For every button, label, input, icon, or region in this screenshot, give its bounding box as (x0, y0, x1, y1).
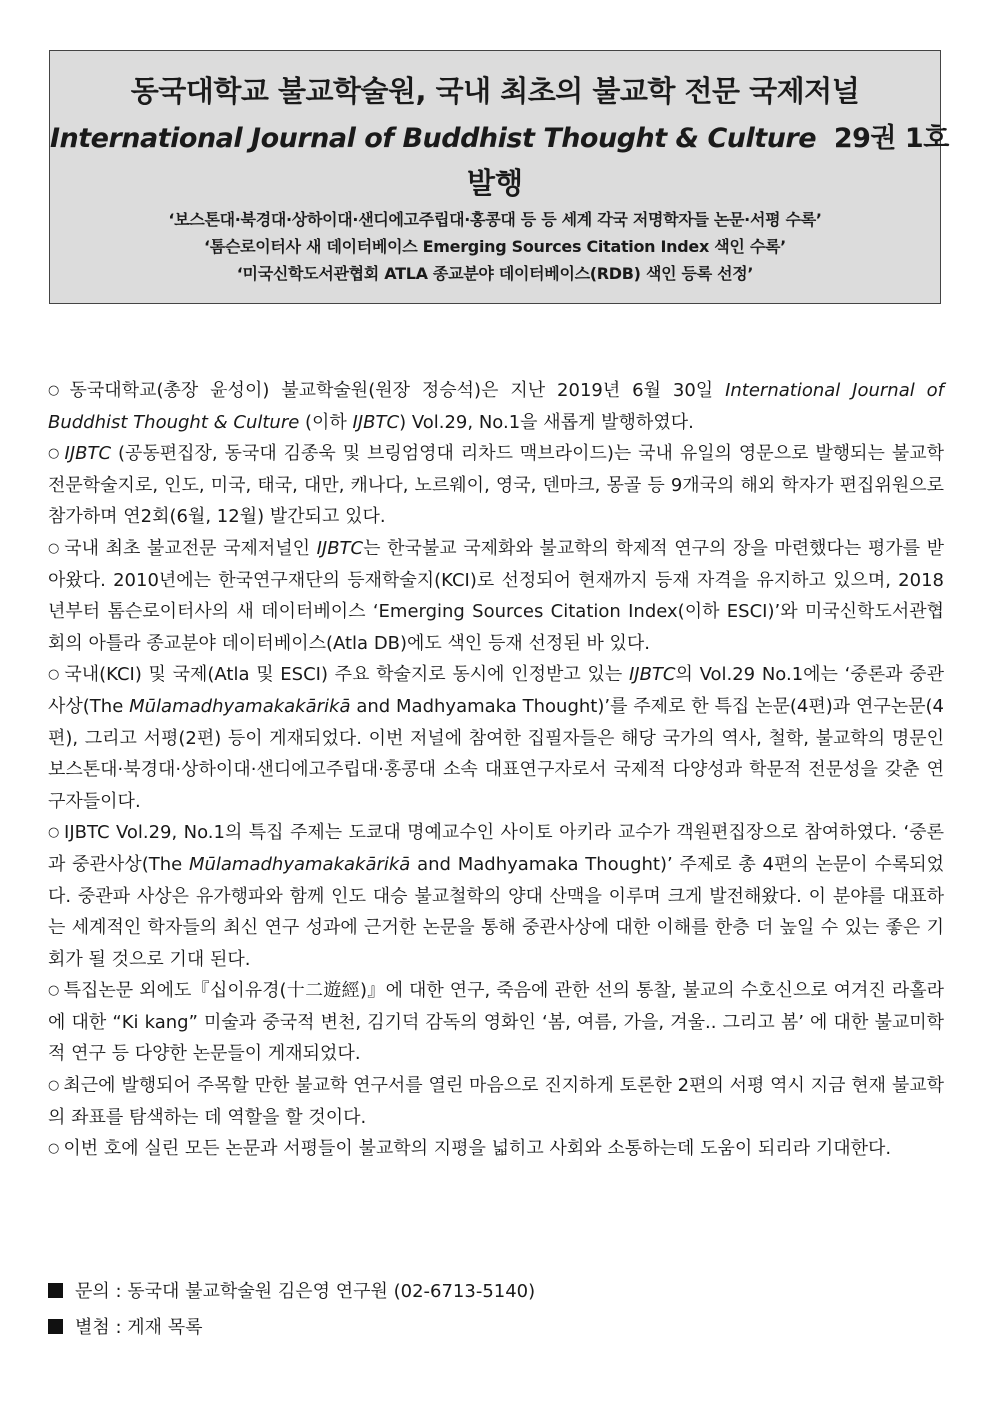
paragraph-5 (48, 817, 944, 975)
p5-text-b: and Madhyamaka Thought)’ 주제로 총 4편의 논문이 수록되었다. 중관파 사상은 유가행파와 함께 인도 대승 불교철학의 양대 산맥을 이루며 크게 발전해왔다. 이 분야를 대표하는 세계적인 학자들의 최신 연구 성과에 근거한 논문을 통해 중관사상에 대한 이해를 한층 더 높일 수 있는 좋은 기회가 될 것으로 기대 된다. (48, 853, 944, 970)
paragraph-2 (48, 438, 944, 533)
p5-term: Mūlamadhyamakakārikā (188, 853, 411, 875)
journal-title: International Journal of Buddhist Thought & Culture (50, 123, 817, 154)
paragraph-8 (48, 1133, 944, 1165)
p7-text: 최근에 발행되어 주목할 만한 불교학 연구서를 열린 마음으로 진지하게 토론한 2편의 서평 역시 지금 현재 불교학의 좌표를 탐색하는 데 역할을 할 것이다. (48, 1075, 945, 1128)
p1-journal: International Journal of Buddhist Thought & Culture (48, 380, 944, 433)
paragraph-4 (48, 659, 944, 817)
p1-text-b: (이하 (299, 411, 353, 433)
headline-end: 발행 (466, 166, 524, 200)
bullet-icon: ○ (48, 825, 61, 841)
press-release-body (48, 375, 944, 1165)
paragraph-7 (48, 1070, 944, 1133)
volume-label: 29권 1호 (833, 123, 949, 154)
p3-text-a: 국내 최초 불교전문 국제저널인 (64, 537, 317, 559)
square-bullet-icon (48, 1283, 63, 1298)
p4-text-b: 의 Vol.29 No.1에는 ‘중론과 중관사상(The (48, 664, 944, 717)
p2-abbr: IJBTC (64, 443, 112, 465)
headline: 동국대학교 불교학술원, 국내 최초의 불교학 전문 국제저널 (130, 74, 860, 108)
bullet-icon: ○ (48, 1078, 60, 1094)
p1-text-c: ) Vol.29, No.1을 새롭게 발행하였다. (399, 411, 694, 433)
p2-text: (공동편집장, 동국대 김종욱 및 브링엄영대 리차드 맥브라이드)는 국내 유일의 영문으로 발행되는 불교학 전문학술지로, 인도, 미국, 태국, 대만, 캐나다, 노르웨이, 영국, 덴마크, 몽골 등 9개국의 해외 학자가 편집위원으로 참가하며 연2회(6월, 12월) 발간되고 있다. (48, 443, 945, 528)
header-box (49, 50, 949, 304)
journal-headline (50, 116, 949, 155)
p3-text-b: 는 한국불교 국제화와 불교학의 학제적 연구의 장을 마련했다는 평가를 받아왔다. 2010년에는 한국연구재단의 등재학술지(KCI)로 선정되어 현재까지 등재 자격을 유지하고 있으며, 2018년부터 톰슨로이터사의 새 데이터베이스 ‘Emerging Sources Citation Index(이하 ESCI)’와 미국신학도서관협회의 아틀라 종교분야 데이터베이스(Atla DB)에도 색인 등재 선정된 바 있다. (48, 537, 945, 654)
contact-line (48, 1277, 748, 1303)
p1-text-a: 동국대학교(총장 윤성이) 불교학술원(원장 정승석)은 지난 2019년 6월 30일 (69, 380, 726, 401)
p8-text: 이번 호에 실린 모든 논문과 서평들이 불교학의 지평을 넓히고 사회와 소통하는데 도움이 되리라 기대한다. (63, 1138, 892, 1160)
paragraph-1 (48, 375, 944, 438)
subtitle-3: ‘미국신학도서관협회 ATLA 종교분야 데이터베이스(RDB) 색인 등록 선정’ (236, 264, 754, 283)
bullet-icon: ○ (48, 983, 60, 999)
subtitle-1: ‘보스톤대·북경대·상하이대·샌디에고주립대·홍콩대 등 등 세계 각국 저명학자들 논문·서평 수록’ (168, 210, 822, 229)
bullet-icon: ○ (48, 667, 61, 683)
attachment-line (48, 1313, 748, 1339)
p6-text: 특집논문 외에도『십이유경(十二遊經)』에 대한 연구, 죽음에 관한 선의 통찰, 불교의 수호신으로 여겨진 라홀라에 대한 “Ki kang” 미술과 중국적 변천, 김기덕 감독의 영화인 ‘봄, 여름, 가을, 겨울.. 그리고 봄’ 에 대한 불교미학적 연구 등 다양한 논문들이 게재되었다. (48, 980, 944, 1065)
p4-term: Mūlamadhyamakakārikā (129, 695, 351, 717)
p4-text-c: and Madhyamaka Thought)’를 주제로 한 특집 논문(4편)과 연구논문(4편), 그리고 서평(2편) 등이 게재되었다. 이번 저널에 참여한 집필자들은 해당 국가의 역사, 철학, 불교학의 명문인 보스톤대·북경대·상하이대·샌디에고주립대·홍콩대 소속 대표연구자로서 국제적 다양성과 학문적 전문성을 갖춘 연구자들이다. (48, 695, 945, 812)
p4-abbr: IJBTC (628, 664, 676, 686)
attachment-text: 별첨 : 게재 목록 (75, 1317, 203, 1338)
p1-abbr: IJBTC (352, 411, 400, 433)
p5-text-a: IJBTC Vol.29, No.1의 특집 주제는 도쿄대 명예교수인 사이토 아키라 교수가 객원편집장으로 참여하였다. ‘중론과 중관사상(The (48, 822, 944, 875)
p3-abbr: IJBTC (316, 537, 364, 559)
subtitle-2: ‘톰슨로이터사 새 데이터베이스 Emerging Sources Citation Index 색인 수록’ (204, 237, 786, 256)
paragraph-3 (48, 533, 944, 659)
contact-text: 문의 : 동국대 불교학술원 김은영 연구원 (02-6713-5140) (75, 1281, 536, 1302)
bullet-icon: ○ (48, 446, 61, 462)
bullet-icon: ○ (48, 383, 66, 398)
bullet-icon: ○ (48, 1141, 60, 1157)
p4-text-a: 국내(KCI) 및 국제(Atla 및 ESCI) 주요 학술지로 동시에 인정받고 있는 (64, 664, 629, 686)
square-bullet-icon (48, 1319, 63, 1334)
bullet-icon: ○ (48, 540, 61, 556)
paragraph-6 (48, 975, 944, 1070)
